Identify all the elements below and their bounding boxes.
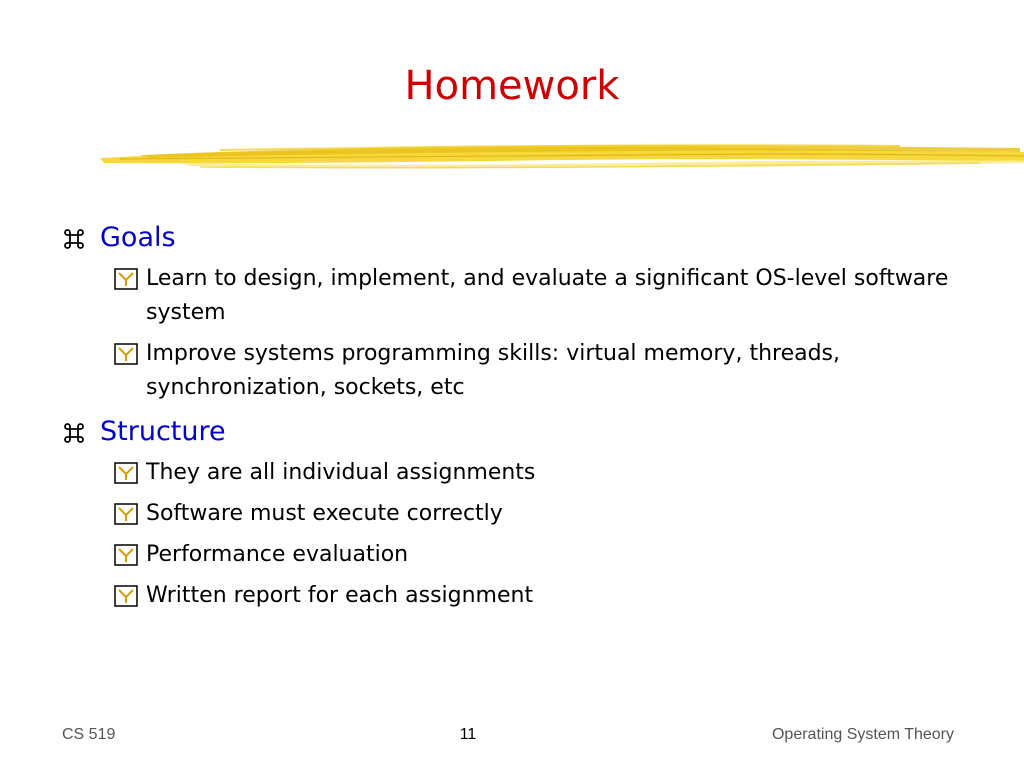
section-heading-text: Structure [100,416,226,447]
list-item-text: Software must execute correctly [146,501,503,526]
checkbox-y-icon [114,503,138,525]
list-item-text: Performance evaluation [146,542,409,567]
footer-course-title: Operating System Theory [771,726,954,743]
checkbox-y-icon [114,343,138,365]
checkbox-y-icon [114,462,138,484]
list-item-text: Improve systems programming skills: virtual memory, threads, synchronization, sockets, etc [146,341,841,400]
footer-page-number: 11 [459,726,477,743]
list-item [62,579,962,613]
list-item [62,538,962,572]
command-key-icon [62,227,86,251]
checkbox-y-icon [114,544,138,566]
footer-course-code: CS 519 [62,726,116,743]
list-item-text: They are all individual assignments [146,460,536,485]
section-structure-heading [62,412,962,452]
checkbox-y-icon [114,585,138,607]
list-item [62,262,962,330]
list-item [62,456,962,490]
list-item-text: Learn to design, implement, and evaluate a significant OS-level software system [146,266,949,325]
section-heading-text: Goals [100,222,176,253]
section-goals-heading [62,218,962,258]
checkbox-y-icon [114,268,138,290]
list-item-text: Written report for each assignment [146,583,534,608]
list-item [62,497,962,531]
slide-title: Homework [404,63,620,109]
slide-body [62,218,962,620]
command-key-icon [62,421,86,445]
title-underline-brush-stroke [0,130,1024,180]
list-item [62,337,962,405]
